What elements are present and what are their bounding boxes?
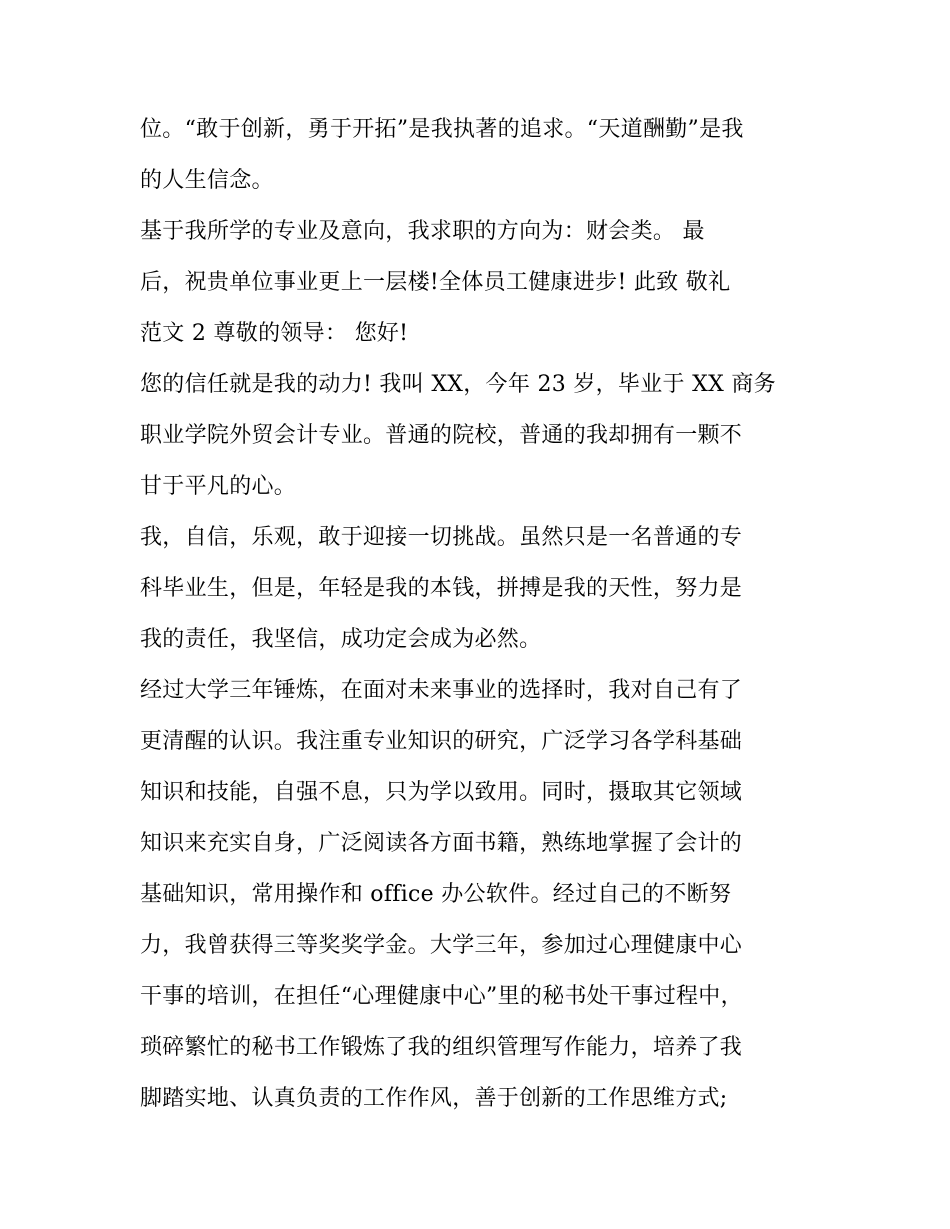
text-line: 我，自信，乐观，敢于迎接一切挑战。虽然只是一名普通的专 [140,525,743,550]
text-line: 力，我曾获得三等奖奖学金。大学三年，参加过心理健康中心 [140,933,743,958]
text-line: 知识和技能，自强不息，只为学以致用。同时，摄取其它领域 [140,780,743,805]
text-line: 基础知识，常用操作和 office 办公软件。经过自己的不断努 [140,882,732,907]
text-line: 的人生信念。 [140,168,274,193]
text-line: 后，祝贵单位事业更上一层楼!全体员工健康进步! 此致 敬礼 [140,270,731,295]
text-line: 经过大学三年锤炼，在面对未来事业的选择时，我对自己有了 [140,678,743,703]
text-line: 科毕业生，但是，年轻是我的本钱，拼搏是我的天性，努力是 [140,576,743,601]
text-line: 脚踏实地、认真负责的工作作风，善于创新的工作思维方式; [140,1086,728,1111]
text-line: 知识来充实自身，广泛阅读各方面书籍，熟练地掌握了会计的 [140,831,743,856]
text-line: 更清醒的认识。我注重专业知识的研究，广泛学习各学科基础 [140,729,743,754]
text-line: 我的责任，我坚信，成功定会成为必然。 [140,627,542,652]
text-line: 甘于平凡的心。 [140,474,297,499]
text-line: 范文 2 尊敬的领导： 您好! [140,321,409,346]
document-body [140,104,820,1124]
text-line: 职业学院外贸会计专业。普通的院校，普通的我却拥有一颗不 [140,423,743,448]
text-line: 琐碎繁忙的秘书工作锻炼了我的组织管理写作能力，培养了我 [140,1035,743,1060]
text-line: 干事的培训，在担任“心理健康中心”里的秘书处干事过程中， [140,984,743,1009]
text-line: 基于我所学的专业及意向，我求职的方向为：财会类。 最 [140,219,705,244]
text-line: 您的信任就是我的动力! 我叫 XX，今年 23 岁，毕业于 XX 商务 [140,372,776,397]
text-line: 位。“敢于创新，勇于开拓”是我执著的追求。“天道酬勤”是我 [140,117,744,142]
